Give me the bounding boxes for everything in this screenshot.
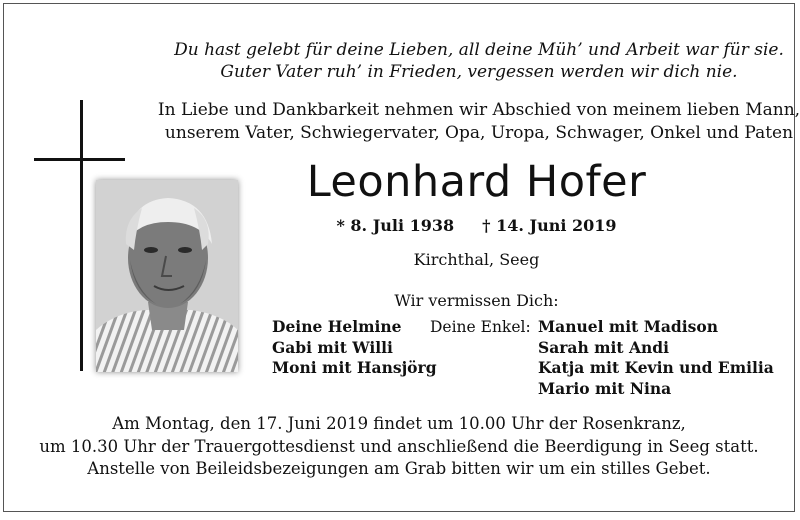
verse-line-1: Du hast gelebt für deine Lieben, all deine Müh’ und Arbeit war für sie. <box>174 40 784 60</box>
portrait-image <box>96 180 238 372</box>
service-details <box>4 413 794 481</box>
grandchild-entry: Manuel mit Madison <box>538 317 718 336</box>
family-list <box>272 317 437 379</box>
memorial-verse <box>154 39 800 83</box>
grandchildren-label: Deine Enkel: <box>430 318 531 336</box>
cross-icon-vertical <box>80 100 83 371</box>
life-dates <box>264 215 689 237</box>
grandchild-entry: Katja mit Kevin und Emilia <box>538 358 774 377</box>
death-date: † 14. Juni 2019 <box>482 216 617 235</box>
intro-line-1: In Liebe und Dankbarkeit nehmen wir Abschied von meinem lieben Mann, <box>157 100 800 120</box>
family-member: Moni mit Hansjörg <box>272 358 437 377</box>
family-member: Gabi mit Willi <box>272 337 393 357</box>
birth-date: * 8. Juli 1938 <box>336 216 455 235</box>
mourners-heading: Wir vermissen Dich: <box>394 291 559 310</box>
intro-line-2: unserem Vater, Schwiegervater, Opa, Uropa, Schwager, Onkel und Paten <box>164 123 794 143</box>
grandchild-entry: Mario mit Nina <box>538 378 672 398</box>
grandchild-entry: Sarah mit Andi <box>538 337 669 357</box>
portrait-photo <box>96 180 238 372</box>
service-line-3: Anstelle von Beileidsbezeigungen am Grab bitten wir um ein stilles Gebet. <box>87 459 711 478</box>
farewell-intro <box>154 99 800 145</box>
service-line-2: um 10.30 Uhr der Trauergottesdienst und anschließend die Beerdigung in Seeg statt. <box>39 436 759 456</box>
obituary-notice <box>3 3 800 512</box>
service-line-1: Am Montag, den 17. Juni 2019 findet um 10.00 Uhr der Rosenkranz, <box>112 414 686 433</box>
cross-icon-horizontal <box>34 158 125 161</box>
deceased-name: Leonhard Hofer <box>306 157 647 207</box>
family-member: Deine Helmine <box>272 317 402 336</box>
grandchildren-list <box>538 317 774 399</box>
residence: Kirchthal, Seeg <box>413 250 540 269</box>
verse-line-2: Guter Vater ruh’ in Frieden, vergessen werden wir dich nie. <box>220 62 738 82</box>
